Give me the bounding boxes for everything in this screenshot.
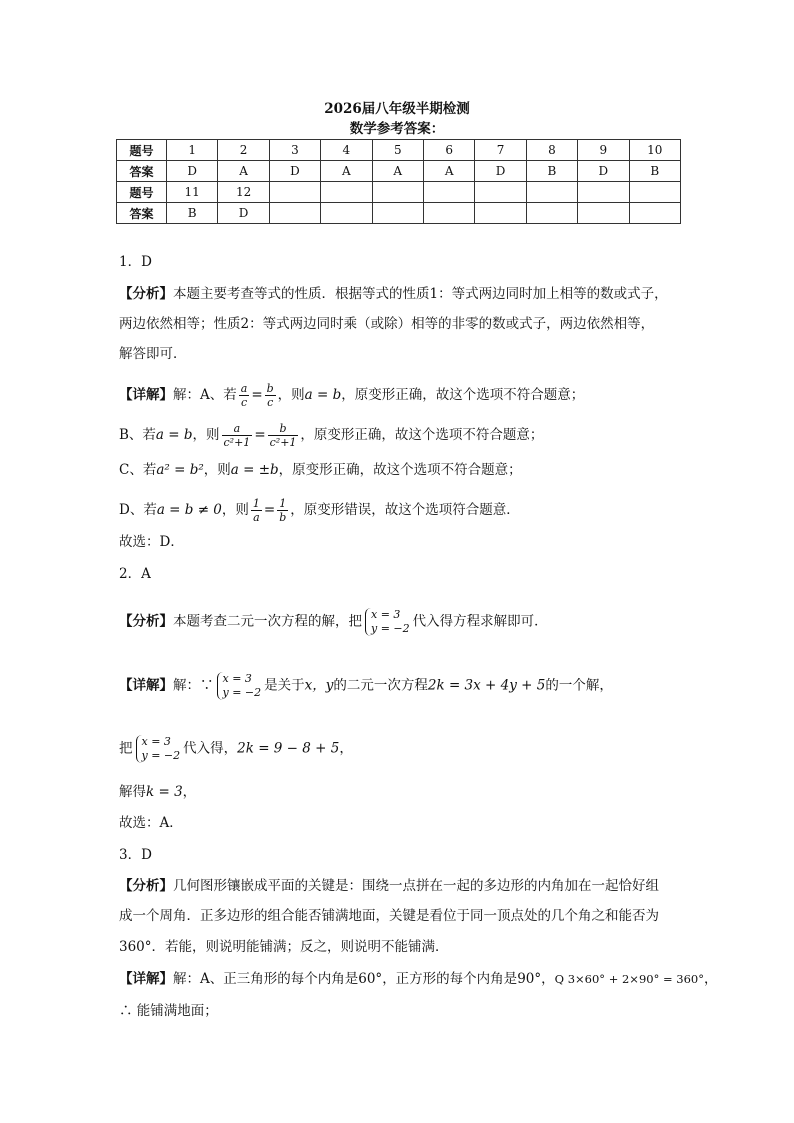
math-expr: 2k = 3x + 4y + 5 [427, 677, 546, 694]
text: ，正方形的每个内角是 [382, 971, 518, 987]
sys-x: x = 3 [222, 672, 252, 685]
math-expr: 2k = 9 − 8 + 5 [237, 740, 340, 757]
text: ，原变形正确，故这个选项不符合题意； [278, 462, 522, 478]
table-cell: A [372, 161, 423, 182]
table-cell: 4 [321, 140, 372, 161]
text: ， [339, 740, 353, 757]
text: 解：∵ [173, 677, 214, 694]
q3-analysis-line1 [119, 876, 659, 896]
text: ，则 [221, 502, 249, 518]
text: ，原变形正确，故这个选项不符合题意； [341, 387, 585, 403]
text: 的二元一次方程 [333, 677, 428, 694]
sys-x: x = 3 [371, 608, 401, 621]
table-cell [372, 203, 423, 224]
q1-detail-c [119, 460, 522, 480]
table-cell [269, 203, 320, 224]
table-cell: 12 [218, 182, 269, 203]
table-cell [269, 182, 320, 203]
table-cell [578, 182, 629, 203]
text: ，则 [192, 427, 220, 443]
text: 代入得， [183, 740, 238, 757]
analysis-tag: 【分析】 [119, 613, 173, 630]
table-cell: D [167, 161, 218, 182]
table-cell: 5 [372, 140, 423, 161]
fraction-1-over-a: $\frac{1}{a}$ [252, 497, 260, 524]
math-expr: a = b ≠ 0 [156, 502, 222, 518]
page-subtitle: 数学参考答案： [349, 121, 445, 137]
q1-analysis-line1 [119, 284, 668, 304]
q3-detail-line1 [119, 969, 717, 989]
table-cell [475, 203, 526, 224]
table-cell: A [321, 161, 372, 182]
text: ， [541, 971, 555, 987]
table-cell: 3 [269, 140, 320, 161]
table-cell: A [423, 161, 474, 182]
table-cell: D [578, 161, 629, 182]
math-expr: 90° [517, 971, 542, 987]
q1-detail-d: D、若a = b ≠ 0，则 $\frac{1}{a}$ = $\frac{1}{b}$ ，原变形错误，故这个选项符合题意． [119, 497, 520, 524]
table-cell [475, 182, 526, 203]
fraction-a-over-c2: $\frac{a}{\text{c²+1}}$ [223, 422, 251, 449]
fraction-b-over-c2: $\frac{b}{\text{c²+1}}$ [269, 422, 297, 449]
q1-analysis-line2: 两边依然相等；性质2：等式两边同时乘（或除）相等的非零的数或式子，两边依然相等， [119, 316, 655, 332]
math-expr: 60° [358, 971, 383, 987]
analysis-tag: 【分析】 [119, 878, 173, 894]
analysis-text: 本题主要考查等式的性质．根据等式的性质1：等式两边同时加上相等的数或式子， [173, 286, 668, 302]
math-expr: x，y [304, 677, 334, 694]
q3-analysis-line2: 成一个周角．正多边形的组合能否铺满地面，关键是看位于同一顶点处的几个角之和能否为 [119, 908, 659, 924]
text: B、若 [119, 427, 156, 443]
table-cell: 7 [475, 140, 526, 161]
sys-y: y = −2 [222, 686, 262, 699]
text: ，则 [203, 462, 231, 478]
text: ，原变形正确，故这个选项不符合题意； [300, 427, 544, 443]
fraction-1-over-b: $\frac{1}{b}$ [279, 497, 287, 524]
row-label-number: 题号 [117, 182, 167, 203]
table-cell [321, 182, 372, 203]
equation-system [365, 608, 410, 636]
row-label-answer: 答案 [117, 203, 167, 224]
table-cell [423, 203, 474, 224]
math-expr: a = b [155, 427, 193, 443]
table-row [117, 182, 681, 203]
q1-analysis-line3: 解答即可． [119, 346, 187, 362]
q2-substitute [119, 735, 353, 763]
text: 的一个解， [545, 677, 613, 694]
table-cell: 2 [218, 140, 269, 161]
row-label-answer: 答案 [117, 161, 167, 182]
row-label-number: 题号 [117, 140, 167, 161]
detail-tag: 【详解】 [119, 677, 173, 694]
table-cell: D [218, 203, 269, 224]
detail-tag: 【详解】 [119, 971, 173, 987]
text: ，则 [277, 387, 305, 403]
text: 把 [119, 740, 133, 757]
text: 是关于 [264, 677, 305, 694]
math-expr: k = 3 [146, 784, 183, 800]
table-cell: D [269, 161, 320, 182]
math-expr: a = ±b [230, 462, 279, 478]
detail-tag: 【详解】 [119, 387, 173, 403]
q2-analysis [119, 608, 548, 636]
q1-heading: 1．D [119, 254, 152, 270]
text: C、若 [119, 462, 157, 478]
table-cell: 8 [526, 140, 577, 161]
fraction-b-over-c: $\frac{b}{c}$ [266, 382, 274, 409]
q2-heading: 2．A [119, 566, 151, 582]
table-cell: B [526, 161, 577, 182]
table-cell: 11 [167, 182, 218, 203]
text: 解：A、若 [173, 387, 237, 403]
text: ，原变形错误，故这个选项符合题意． [290, 502, 520, 518]
sys-y: y = −2 [141, 749, 181, 762]
table-cell [423, 182, 474, 203]
text: ， [182, 784, 197, 800]
q3-analysis-line3: 360°．若能，则说明能铺满；反之，则说明不能铺满． [119, 939, 449, 955]
equation-system [217, 672, 262, 700]
table-cell [526, 203, 577, 224]
table-cell: 1 [167, 140, 218, 161]
table-cell [321, 203, 372, 224]
math-expr: a = b [304, 387, 342, 403]
table-row [117, 161, 681, 182]
q1-conclusion: 故选：D． [119, 534, 184, 550]
sys-y: y = −2 [371, 622, 410, 635]
q1-detail-a: 【详解】解：A、若 $\frac{a}{c}$ = $\frac{b}{c}$ ，则a = b，原变形正确，故这个选项不符合题意； [119, 382, 585, 409]
q3-heading: 3．D [119, 847, 152, 863]
text: 解得 [119, 784, 146, 800]
table-cell [629, 203, 680, 224]
text: 代入得方程求解即可． [412, 613, 548, 630]
table-cell: A [218, 161, 269, 182]
table-cell: 10 [629, 140, 680, 161]
text: ， [703, 971, 718, 987]
table-row [117, 140, 681, 161]
math-expr: a² = b² [156, 462, 204, 478]
answer-table [116, 139, 681, 224]
table-cell [629, 182, 680, 203]
sys-x: x = 3 [141, 735, 171, 748]
q2-detail [119, 672, 613, 700]
text: D、若 [119, 502, 157, 518]
table-row [117, 203, 681, 224]
table-cell [526, 182, 577, 203]
text: 解：A、正三角形的每个内角是 [173, 971, 359, 987]
analysis-text: 几何图形镶嵌成平面的关键是：围绕一点拼在一起的多边形的内角加在一起恰好组 [173, 878, 659, 894]
page-title: 2026届八年级半期检测 [324, 101, 470, 117]
table-cell: B [167, 203, 218, 224]
fraction-a-over-c: $\frac{a}{c}$ [240, 382, 248, 409]
math-expr: Q 3×60° + 2×90° = 360° [554, 972, 704, 986]
equation-system [136, 735, 181, 763]
table-cell: 9 [578, 140, 629, 161]
q2-solve [119, 782, 196, 802]
table-cell [578, 203, 629, 224]
table-cell [372, 182, 423, 203]
table-cell: D [475, 161, 526, 182]
q3-detail-line2: ∴ 能铺满地面； [119, 1003, 218, 1019]
table-cell: 6 [423, 140, 474, 161]
analysis-tag: 【分析】 [119, 286, 173, 302]
table-cell: B [629, 161, 680, 182]
q1-detail-b: B、若a = b，则 $\frac{a}{\text{c²+1}}$ = $\frac{b}{\text{c²+1}}$ ，原变形正确，故这个选项不符合题意； [119, 422, 544, 449]
q2-conclusion: 故选：A． [119, 815, 183, 831]
text: 本题考查二元一次方程的解，把 [173, 613, 362, 630]
